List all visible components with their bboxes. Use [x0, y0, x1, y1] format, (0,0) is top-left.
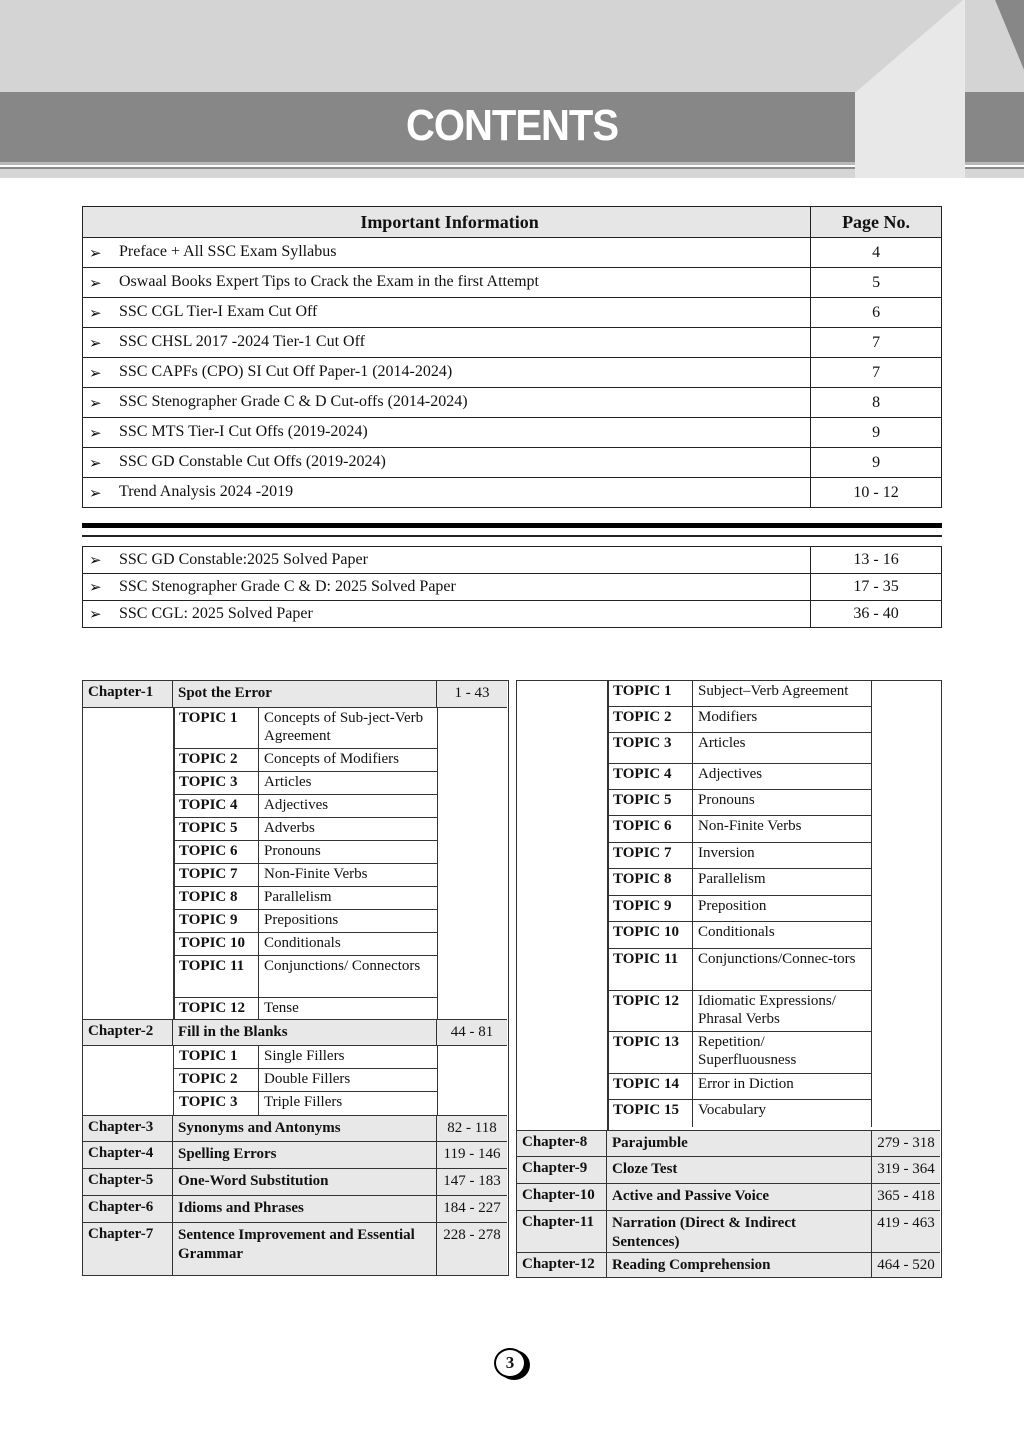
arrow-bullet-icon: ➢	[89, 393, 102, 412]
entry-page: 9	[811, 418, 942, 448]
entry-title: SSC CAPFs (CPO) SI Cut Off Paper-1 (2014-2024)	[119, 363, 453, 381]
topic-title: Parallelism	[264, 889, 332, 905]
chapter-title: Spot the Error	[173, 681, 437, 707]
topic-title: Non-Finite Verbs	[698, 818, 802, 834]
topic-row[interactable]	[608, 896, 871, 922]
chapter-row-5[interactable]	[83, 1169, 507, 1196]
arrow-bullet-icon: ➢	[89, 578, 102, 597]
table-row[interactable]	[83, 448, 942, 478]
table-row[interactable]	[83, 298, 942, 328]
chapter-title: Synonyms and Antonyms	[173, 1116, 437, 1141]
entry-title: SSC CGL Tier-I Exam Cut Off	[119, 303, 318, 321]
arrow-bullet-icon: ➢	[89, 423, 102, 442]
topic-label: TOPIC 4	[608, 764, 693, 789]
chapter-row-7[interactable]	[83, 1223, 507, 1275]
chapter-row-8[interactable]	[517, 1130, 940, 1157]
topic-title: Articles	[264, 774, 312, 790]
topic-label: TOPIC 9	[174, 910, 259, 932]
topic-label: TOPIC 3	[174, 1092, 259, 1115]
topic-row[interactable]	[174, 749, 437, 772]
table-row[interactable]	[83, 388, 942, 418]
topic-list-chapter-2	[173, 1046, 438, 1115]
chapter-title: Active and Passive Voice	[607, 1184, 872, 1210]
entry-page: 7	[811, 328, 942, 358]
topic-label: TOPIC 3	[174, 772, 259, 794]
topic-title: Concepts of Sub-ject-Verb Agreement	[264, 710, 424, 744]
topic-row[interactable]	[174, 998, 437, 1021]
topic-row[interactable]	[608, 790, 871, 816]
entry-page: 36 - 40	[811, 601, 942, 628]
topic-label: TOPIC 14	[608, 1074, 693, 1099]
topic-row[interactable]	[608, 733, 871, 764]
topic-row[interactable]	[608, 1032, 871, 1074]
topic-label: TOPIC 8	[174, 887, 259, 909]
topic-label: TOPIC 5	[174, 818, 259, 840]
arrow-bullet-icon: ➢	[89, 453, 102, 472]
topic-list-chapter-1	[173, 708, 438, 1021]
topic-label: TOPIC 1	[608, 681, 693, 706]
chapter-pages: 365 - 418	[877, 1188, 935, 1204]
topic-row[interactable]	[608, 949, 871, 991]
topic-title: Idiomatic Expressions/ Phrasal Verbs	[698, 993, 836, 1027]
entry-title: SSC Stenographer Grade C & D: 2025 Solved Paper	[119, 577, 456, 595]
topic-label: TOPIC 10	[174, 933, 259, 955]
topic-row[interactable]	[608, 1074, 871, 1100]
chapter-pages: 44 - 81	[450, 1024, 494, 1040]
table-row[interactable]	[83, 358, 942, 388]
topic-label: TOPIC 6	[174, 841, 259, 863]
topic-label: TOPIC 15	[608, 1100, 693, 1127]
entry-page: 6	[811, 298, 942, 328]
topic-label: TOPIC 7	[608, 843, 693, 868]
table-row[interactable]	[83, 418, 942, 448]
arrow-bullet-icon: ➢	[89, 303, 102, 322]
column-header-page: Page No.	[811, 207, 942, 238]
entry-title: Preface + All SSC Exam Syllabus	[119, 243, 337, 261]
topic-list-chapter-7-continued	[607, 681, 872, 1127]
topic-title: Repetition/ Superfluousness	[698, 1034, 797, 1068]
arrow-bullet-icon: ➢	[89, 363, 102, 382]
topic-label: TOPIC 10	[608, 922, 693, 948]
topic-label: TOPIC 1	[174, 1046, 259, 1068]
chapter-pages: 419 - 463	[877, 1215, 935, 1231]
topic-title: Pronouns	[698, 792, 755, 808]
chapter-pages: 279 - 318	[877, 1135, 935, 1151]
chapter-label: Chapter-8	[517, 1131, 607, 1156]
chapter-pages: 464 - 520	[877, 1257, 935, 1273]
topic-label: TOPIC 1	[174, 708, 259, 748]
table-row[interactable]	[83, 478, 942, 508]
chapters-table-right	[516, 680, 942, 1278]
topic-row[interactable]	[608, 1100, 871, 1127]
topic-label: TOPIC 5	[608, 790, 693, 815]
chapter-label: Chapter-1	[83, 681, 173, 707]
chapter-label: Chapter-5	[83, 1169, 173, 1195]
topic-title: Vocabulary	[698, 1102, 767, 1118]
topic-title: Error in Diction	[698, 1076, 794, 1092]
topic-label: TOPIC 8	[608, 869, 693, 895]
topic-label: TOPIC 7	[174, 864, 259, 886]
chapter-row-6[interactable]	[83, 1196, 507, 1223]
topic-row[interactable]	[608, 922, 871, 949]
topic-title: Tense	[264, 1000, 299, 1016]
topic-row[interactable]	[608, 816, 871, 843]
topic-title: Articles	[698, 735, 746, 751]
topic-label: TOPIC 9	[608, 896, 693, 921]
entry-title: SSC MTS Tier-I Cut Offs (2019-2024)	[119, 423, 368, 441]
chapter-pages: 119 - 146	[443, 1146, 501, 1162]
topic-row[interactable]	[608, 991, 871, 1032]
entry-page: 17 - 35	[811, 574, 942, 601]
entry-page: 10 - 12	[811, 478, 942, 508]
column-header-title: Important Information	[83, 207, 811, 238]
chapter-title: Narration (Direct & Indirect Sentences)	[607, 1211, 872, 1252]
entry-title: SSC CHSL 2017 -2024 Tier-1 Cut Off	[119, 333, 365, 351]
topic-label: TOPIC 2	[174, 749, 259, 771]
chapter-label: Chapter-10	[517, 1184, 607, 1210]
topic-label: TOPIC 2	[608, 707, 693, 732]
chapter-title: Parajumble	[607, 1131, 872, 1156]
topic-title: Inversion	[698, 845, 755, 861]
topic-row[interactable]	[174, 956, 437, 998]
chapter-pages: 147 - 183	[443, 1173, 501, 1189]
chapter-pages: 228 - 278	[443, 1227, 501, 1243]
chapter-label: Chapter-7	[83, 1223, 173, 1275]
topic-row[interactable]	[608, 869, 871, 896]
topic-title: Single Fillers	[264, 1048, 345, 1064]
topic-row[interactable]	[608, 764, 871, 790]
chapter-row-4[interactable]	[83, 1142, 507, 1169]
table-row[interactable]	[83, 238, 942, 268]
topic-row[interactable]	[608, 707, 871, 733]
topic-row[interactable]	[174, 887, 437, 910]
chapter-label: Chapter-2	[83, 1020, 173, 1045]
arrow-bullet-icon: ➢	[89, 273, 102, 292]
arrow-bullet-icon: ➢	[89, 483, 102, 502]
topic-row[interactable]	[174, 841, 437, 864]
section-divider-thick	[82, 523, 942, 528]
topic-label: TOPIC 11	[174, 956, 259, 997]
topic-row[interactable]	[174, 910, 437, 933]
chapter-label: Chapter-3	[83, 1116, 173, 1141]
topic-row[interactable]	[608, 681, 871, 707]
chapter-row-3[interactable]	[83, 1115, 507, 1142]
topic-row[interactable]	[174, 1046, 437, 1069]
entry-page: 8	[811, 388, 942, 418]
chapter-pages: 1 - 43	[454, 685, 490, 701]
topic-row[interactable]	[174, 864, 437, 887]
topic-label: TOPIC 12	[174, 998, 259, 1021]
chapter-row-10[interactable]	[517, 1184, 940, 1211]
chapter-label: Chapter-9	[517, 1157, 607, 1183]
entry-page: 5	[811, 268, 942, 298]
chapter-title: Cloze Test	[607, 1157, 872, 1183]
topic-title: Prepositions	[264, 912, 339, 928]
entry-title: Oswaal Books Expert Tips to Crack the Exam in the first Attempt	[119, 273, 539, 291]
table-header-row	[83, 207, 942, 238]
page-number-badge: 3	[494, 1348, 526, 1378]
section-divider-thin	[82, 535, 942, 537]
topic-row[interactable]	[174, 708, 437, 749]
chapter-pages: 319 - 364	[877, 1161, 935, 1177]
topic-title: Conditionals	[264, 935, 341, 951]
chapter-pages: 184 - 227	[443, 1200, 501, 1216]
topic-title: Conjunctions/ Connectors	[264, 958, 421, 974]
topic-label: TOPIC 4	[174, 795, 259, 817]
chapter-row-2[interactable]	[83, 1019, 507, 1046]
topic-title: Subject–Verb Agreement	[698, 683, 849, 699]
chapter-title: Reading Comprehension	[607, 1253, 872, 1277]
topic-title: Double Fillers	[264, 1071, 351, 1087]
chapter-label: Chapter-6	[83, 1196, 173, 1222]
chapter-label: Chapter-4	[83, 1142, 173, 1168]
entry-page: 9	[811, 448, 942, 478]
topic-title: Adjectives	[264, 797, 329, 813]
topic-title: Conditionals	[698, 924, 775, 940]
topic-title: Preposition	[698, 898, 767, 914]
topic-label: TOPIC 13	[608, 1032, 693, 1073]
table-row[interactable]	[83, 574, 942, 601]
chapter-title: Spelling Errors	[173, 1142, 437, 1168]
solved-papers-table	[82, 546, 942, 628]
page-title: CONTENTS	[406, 102, 618, 150]
chapter-row-12[interactable]	[517, 1253, 940, 1277]
chapter-label: Chapter-12	[517, 1253, 607, 1277]
table-row[interactable]	[83, 547, 942, 574]
entry-title: SSC GD Constable Cut Offs (2019-2024)	[119, 453, 386, 471]
chapter-row-9[interactable]	[517, 1157, 940, 1184]
important-information-table	[82, 206, 942, 508]
topic-row[interactable]	[174, 1069, 437, 1092]
topic-title: Parallelism	[698, 871, 766, 887]
topic-row[interactable]	[174, 795, 437, 818]
chapter-pages: 82 - 118	[447, 1120, 497, 1136]
entry-title: Trend Analysis 2024 -2019	[119, 483, 294, 501]
topic-title: Conjunctions/Connec-tors	[698, 951, 856, 967]
entry-page: 7	[811, 358, 942, 388]
chapter-title: One-Word Substitution	[173, 1169, 437, 1195]
topic-row[interactable]	[174, 818, 437, 841]
entry-title: SSC CGL: 2025 Solved Paper	[119, 604, 313, 622]
chapter-title: Sentence Improvement and Essential Grammar	[173, 1223, 437, 1275]
topic-title: Modifiers	[698, 709, 758, 725]
topic-title: Concepts of Modifiers	[264, 751, 399, 767]
topic-row[interactable]	[174, 1092, 437, 1115]
topic-label: TOPIC 2	[174, 1069, 259, 1091]
topic-title: Triple Fillers	[264, 1094, 343, 1110]
topic-label: TOPIC 6	[608, 816, 693, 842]
chapter-title: Fill in the Blanks	[173, 1020, 437, 1045]
entry-title: SSC GD Constable:2025 Solved Paper	[119, 550, 368, 568]
arrow-bullet-icon: ➢	[89, 551, 102, 570]
topic-row[interactable]	[174, 772, 437, 795]
entry-page: 4	[811, 238, 942, 268]
topic-title: Adverbs	[264, 820, 315, 836]
arrow-bullet-icon: ➢	[89, 243, 102, 262]
topic-title: Pronouns	[264, 843, 321, 859]
chapters-table-left	[82, 680, 509, 1276]
arrow-bullet-icon: ➢	[89, 605, 102, 624]
header-decoration-shape	[0, 0, 1024, 180]
arrow-bullet-icon: ➢	[89, 333, 102, 352]
chapter-title: Idioms and Phrases	[173, 1196, 437, 1222]
topic-row[interactable]	[608, 843, 871, 869]
entry-title: SSC Stenographer Grade C & D Cut-offs (2014-2024)	[119, 393, 468, 411]
chapter-row-1[interactable]	[83, 681, 507, 708]
chapter-label: Chapter-11	[517, 1211, 607, 1252]
topic-label: TOPIC 11	[608, 949, 693, 990]
table-row[interactable]	[83, 601, 942, 628]
topic-label: TOPIC 12	[608, 991, 693, 1031]
table-row[interactable]	[83, 268, 942, 298]
topic-title: Adjectives	[698, 766, 763, 782]
topic-label: TOPIC 3	[608, 733, 693, 763]
chapter-row-11[interactable]	[517, 1211, 940, 1253]
entry-page: 13 - 16	[811, 547, 942, 574]
topic-title: Non-Finite Verbs	[264, 866, 368, 882]
table-row[interactable]	[83, 328, 942, 358]
topic-row[interactable]	[174, 933, 437, 956]
